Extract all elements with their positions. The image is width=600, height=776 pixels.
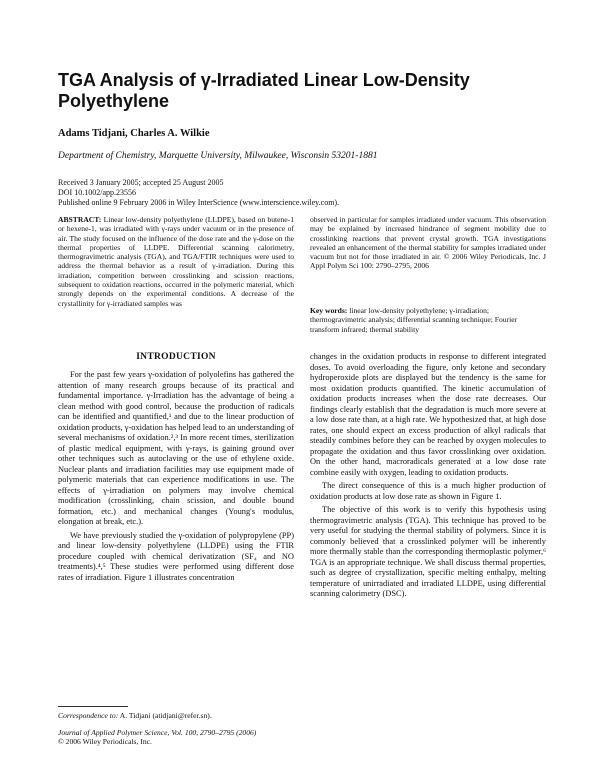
journal-line <box>58 728 256 737</box>
intro-paragraph-2: We have previously studied the γ-oxidation of polypropylene (PP) and linear low-density polyethylene (LLDPE) using the FTIR procedure coupled with chemical derivatization (SF₄ and NO treatments).⁴,⁵ These studies were performed using different dose rates of irradiation. Figure 1 illustrates concentration <box>58 530 294 582</box>
intro-paragraph-4: The direct consequence of this is a much higher production of oxidation products at low dose rate as shown in Figure 1. <box>310 481 546 501</box>
keywords-label: Key words: <box>310 306 348 315</box>
article-title: TGA Analysis of γ-Irradiated Linear Low-Density Polyethylene <box>58 70 470 111</box>
footnote-rule <box>58 706 128 707</box>
intro-paragraph-3: changes in the oxidation products in response to different integrated doses. To avoid overloading the figure, only ketone and secondary hydroperoxide plots are displayed but the tendency is the same for most oxidation products quantified. The kinetic accumulation of oxidation products increases when the dose rate decreases. Our findings clearly establish that the degradation is much more severe at a low dose rate than, at a high rate. We hypothesized that, at high dose rates, one should expect an excess production of alkyl radicals that steadily combines before they can be reached by oxygen molecules to propagate the oxidation and thus favor crosslinking over oxidation. On the other hand, macroradicals generated at a low dose rate combine easily with oxygen, leading to oxidation products. <box>310 352 546 477</box>
journal-info <box>58 728 256 747</box>
body-column-right <box>310 352 546 600</box>
publication-dates <box>58 178 339 208</box>
published-online: Published online 9 February 2006 in Wiley InterScience (www.interscience.wiley.com). <box>58 198 340 207</box>
intro-paragraph-1: For the past few years γ-oxidation of polyolefins has gathered the attention of many research groups because of its practical and fundamental importance. γ-Irradiation has the advantage of being a clean method with good control, because the production of radicals can be identified and quantified,¹ and due to the linear production of oxidation products, γ-oxidation has helped lead to an understanding of several mechanisms of oxidation.²,³ In more recent times, sterilization of plastic medical equipment, with γ-rays, is gaining ground over other techniques such as autoclaving or the use of ethylene oxide. Nuclear plants and irradiation facilities may use equipment made of polymeric materials that can experience modifications in use. The effects of γ-irradiation on polymers may involve chemical modification (crosslinking, chain scission, and double bound formation, etc.) and mechanical changes (Young's modulus, elongation at break, etc.). <box>58 370 294 526</box>
correspondence-label: Correspondence to: <box>58 711 119 720</box>
copyright: © 2006 Wiley Periodicals, Inc. <box>58 737 152 747</box>
correspondence-note <box>58 711 212 720</box>
abstract-text-right: observed in particular for samples irradiated under vacuum. This observation may be explained by increased hindrance of segment mobility due to crosslinking reactions that prevent crystal growth. TGA investigations revealed an enhancement of the thermal stability for samples irradiated under vacuum but not for those irradiated in air. © 2006 Wiley Periodicals, Inc. J Appl Polym Sci 100: 2790–2795, 2006 <box>310 215 546 271</box>
introduction-heading: INTRODUCTION <box>136 352 216 362</box>
abstract-left <box>58 215 294 308</box>
authors: Adams Tidjani, Charles A. Wilkie <box>58 128 210 139</box>
correspondence-text: A. Tidjani (atidjani@refer.sn). <box>119 711 212 720</box>
affiliation: Department of Chemistry, Marquette University, Milwaukee, Wisconsin 53201-1881 <box>58 151 378 161</box>
intro-paragraph-5: The objective of this work is to verify this hypothesis using thermogravimetric analysis (TGA). This technique has proved to be very useful for studying the thermal stability of polymers. Since it is commonly believed that a crosslinked polymer will be inherently more thermally stable than the corresponding thermoplastic polymer,⁶ TGA is an appropriate technique. We shall discuss thermal properties, such as degree of crystallization, specific melting enthalpy, melting temperature of unirradiated and irradiated LLDPE, using differential scanning calorimetry (DSC). <box>310 505 546 598</box>
received-date: Received 3 January 2005; accepted 25 August 2005 <box>58 178 224 187</box>
abstract-label: ABSTRACT: <box>58 215 102 224</box>
body-column-left <box>58 370 294 583</box>
doi: DOI 10.1002/app.23556 <box>58 188 136 197</box>
journal-citation: Journal of Applied Polymer Science, Vol. 100, 2790–2795 (2006) <box>58 728 257 737</box>
abstract-text-left: Linear low-density polyethylene (LLDPE), based on butene-1 or hexene-1, was irradiated with γ-rays under vacuum or in the presence of air. The study focused on the influence of the dose rate and the γ-dose on the thermal properties of LLDPE. Differential scanning calorimetry, thermogravimetric analysis (TGA), and TGA/FTIR techniques were used to address the thermal behavior as a result of γ-irradiation. During this irradiation, competition between crosslinking and scission reactions, subsequent to oxidation reactions, occurred in the polymeric material, which strongly depends on the experimental conditions. A decrease of the crystallinity for γ-irradiated samples was <box>58 215 294 308</box>
keywords <box>310 306 546 334</box>
keywords-text: linear low-density polyethylene; γ-irradiation; thermogravimetric analysis; differential scanning technique; Fourier transform infrared; thermal stability <box>310 306 518 334</box>
